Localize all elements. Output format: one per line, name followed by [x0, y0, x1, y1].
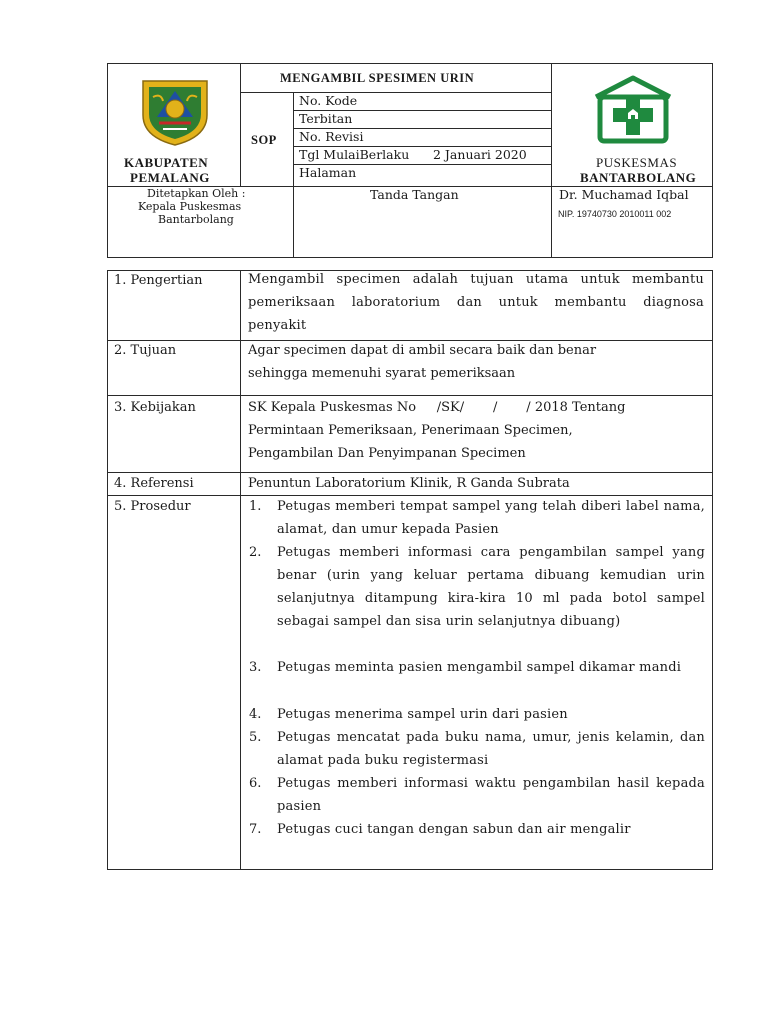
- section-label-pengertian: 1. Pengertian: [114, 273, 203, 288]
- procedure-step-text: Petugas memberi tempat sampel yang telah diberi label nama, alamat, dan umur kepada Pasien: [277, 499, 705, 537]
- field-terbitan-label: Terbitan: [299, 111, 353, 126]
- region-name-line1: KABUPATEN: [124, 155, 209, 170]
- established-by-line3: Bantarbolang: [158, 213, 234, 226]
- procedure-step-text: Petugas mencatat pada buku nama, umur, jenis kelamin, dan alamat pada buku registermasi: [277, 730, 705, 768]
- org-name-line1: PUSKESMAS: [596, 155, 678, 170]
- field-no-kode-label: No. Kode: [299, 93, 358, 108]
- field-tgl-berlaku-label: Tgl MulaiBerlaku: [299, 147, 410, 162]
- section-label-kebijakan: 3. Kebijakan: [114, 400, 196, 415]
- procedure-step-number: 2.: [249, 545, 262, 560]
- procedure-step-number: 1.: [249, 499, 262, 514]
- section-text-pengertian: Mengambil specimen adalah tujuan utama untuk membantu pemeriksaan laboratorium dan untuk membantu diagnosa penyakit: [248, 272, 704, 333]
- signature-label: Tanda Tangan: [370, 187, 459, 202]
- procedure-step: [249, 495, 705, 541]
- signatory-name: Dr. Muchamad Iqbal: [559, 187, 689, 202]
- procedure-step: [249, 772, 705, 818]
- signatory-nip: NIP. 19740730 2010011 002: [558, 209, 672, 219]
- procedure-step-text: Petugas memberi informasi cara pengambilan sampel yang benar (urin yang keluar pertama dibuang kemudian urin selanjutnya ditampung kira-kira 10 ml pada botol sampel sebagai sampel dan sisa urin selanjutnya dibuang): [277, 545, 705, 629]
- puskesmas-logo-icon: [592, 75, 674, 145]
- established-by-line1: Ditetapkan Oleh :: [147, 187, 246, 200]
- section-text-tujuan-line1: Agar specimen dapat di ambil secara baik dan benar: [248, 343, 597, 358]
- sop-label: SOP: [251, 133, 277, 147]
- procedure-step-text: Petugas memberi informasi waktu pengambilan hasil kepada pasien: [277, 776, 705, 814]
- procedure-step-number: 6.: [249, 776, 262, 791]
- procedure-step: [249, 726, 705, 772]
- procedure-step-text: Petugas menerima sampel urin dari pasien: [277, 707, 568, 722]
- procedure-step-number: 7.: [249, 822, 262, 837]
- field-halaman-label: Halaman: [299, 165, 357, 180]
- procedure-step: [249, 818, 705, 841]
- procedure-step: [249, 541, 705, 633]
- section-label-prosedur: 5. Prosedur: [114, 499, 191, 514]
- section-text-kebijakan-line1: SK Kepala Puskesmas No /SK/ / / 2018 Tentang: [248, 400, 626, 415]
- procedure-step-number: 5.: [249, 730, 262, 745]
- procedure-step: [249, 656, 705, 679]
- kabupaten-emblem-icon: [137, 77, 213, 147]
- procedure-step-text: Petugas cuci tangan dengan sabun dan air mengalir: [277, 822, 631, 837]
- field-tgl-berlaku-value: 2 Januari 2020: [433, 147, 527, 162]
- procedure-step-number: 4.: [249, 707, 262, 722]
- section-text-kebijakan-line3: Pengambilan Dan Penyimpanan Specimen: [248, 446, 526, 461]
- section-text-tujuan-line2: sehingga memenuhi syarat pemeriksaan: [248, 366, 516, 381]
- org-name-line2: BANTARBOLANG: [580, 170, 697, 185]
- section-text-kebijakan-line2: Permintaan Pemeriksaan, Penerimaan Specimen,: [248, 423, 573, 438]
- procedure-step-text: Petugas meminta pasien mengambil sampel dikamar mandi: [277, 660, 682, 675]
- section-label-referensi: 4. Referensi: [114, 476, 194, 491]
- procedure-step: [249, 703, 705, 726]
- region-name-line2: PEMALANG: [130, 170, 210, 185]
- section-label-tujuan: 2. Tujuan: [114, 343, 177, 358]
- field-no-revisi-label: No. Revisi: [299, 129, 364, 144]
- procedure-step-number: 3.: [249, 660, 262, 675]
- established-by-line2: Kepala Puskesmas: [138, 200, 242, 213]
- document-title: MENGAMBIL SPESIMEN URIN: [280, 71, 475, 85]
- section-text-referensi: Penuntun Laboratorium Klinik, R Ganda Subrata: [248, 476, 570, 491]
